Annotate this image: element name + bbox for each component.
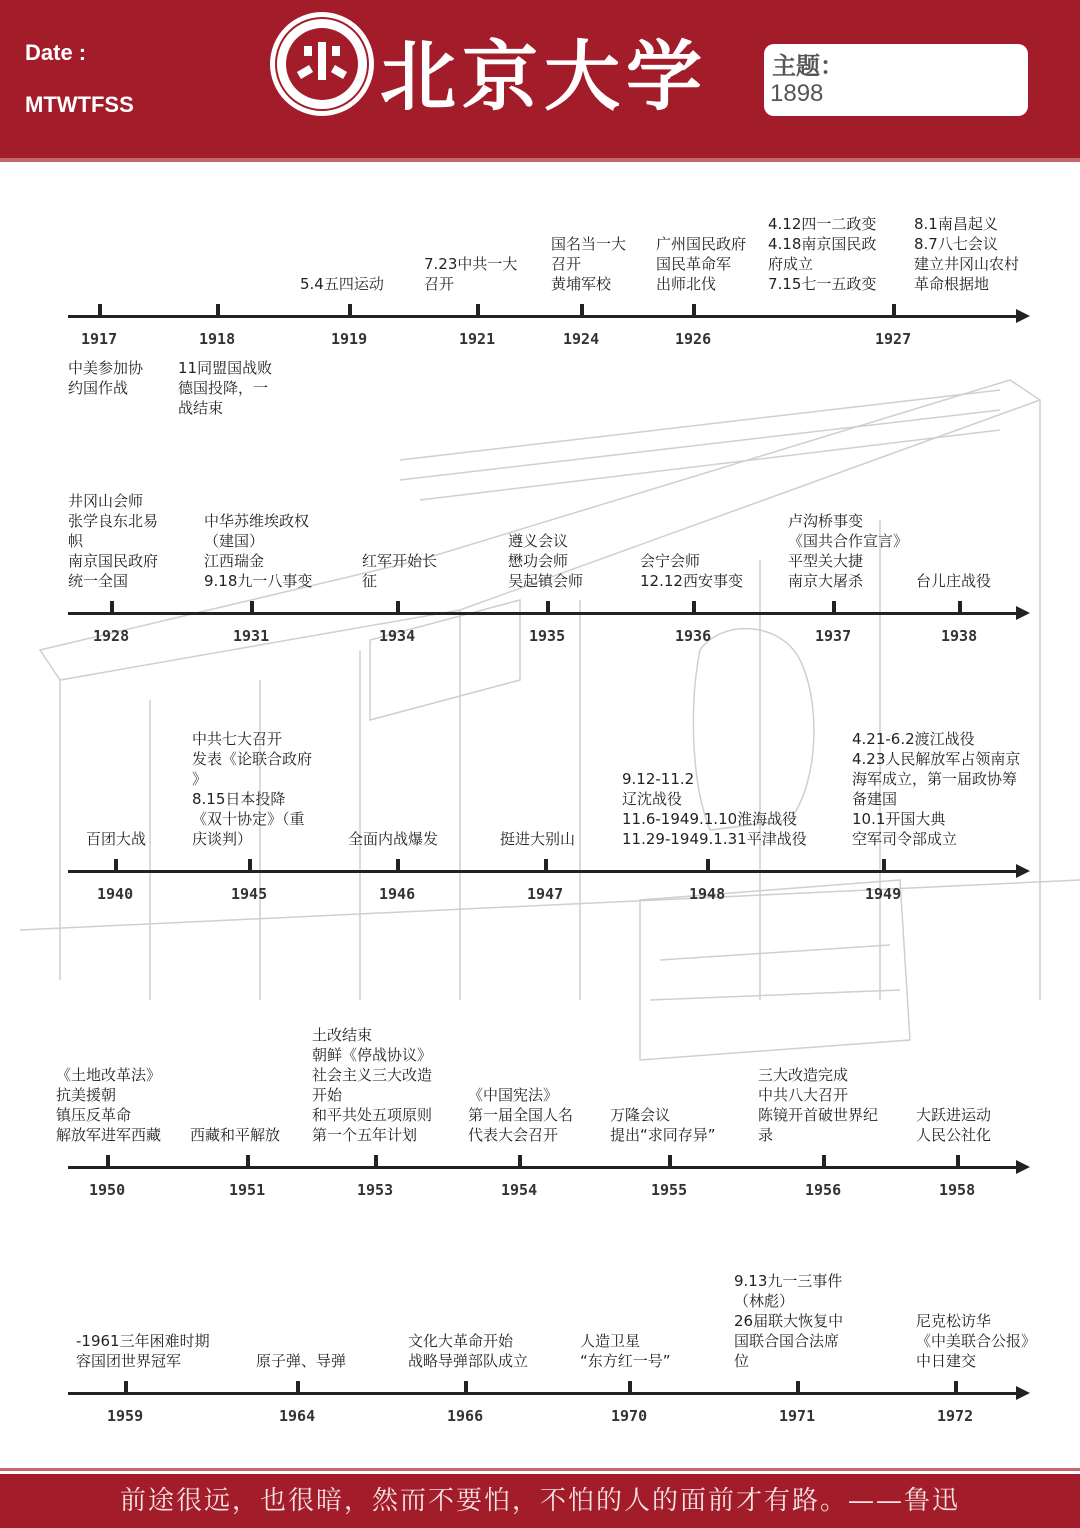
timeline-tick — [374, 1155, 378, 1169]
year-label: 1940 — [97, 885, 134, 903]
timeline-tick — [248, 859, 252, 873]
timeline-tick — [518, 1155, 522, 1169]
timeline-tick — [296, 1381, 300, 1395]
year-label: 1950 — [89, 1181, 126, 1199]
event-note: 国名当一大 召开 黄埔军校 — [551, 235, 627, 293]
timeline-tick — [106, 1155, 110, 1169]
footer-divider — [0, 1468, 1080, 1471]
year-label: 1955 — [651, 1181, 688, 1199]
year-label: 1926 — [675, 330, 712, 348]
year-label: 1948 — [689, 885, 726, 903]
year-label: 1970 — [611, 1407, 648, 1425]
event-note: 土改结束 朝鲜《停战协议》 社会主义三大改造 开始 和平共处五项原则 第一个五年计划 — [312, 1026, 433, 1144]
axis-arrow-icon — [1016, 1160, 1030, 1174]
year-label: 1921 — [459, 330, 496, 348]
event-note: 遵义会议 懋功会师 吴起镇会师 — [508, 532, 584, 590]
event-note: 8.1南昌起义 8.7八七会议 建立井冈山农村 革命根据地 — [914, 215, 1020, 293]
date-label: Date : — [25, 40, 87, 65]
timeline-axis — [68, 870, 1018, 873]
timeline-axis — [68, 315, 1018, 318]
year-label: 1972 — [937, 1407, 974, 1425]
timeline-tick — [124, 1381, 128, 1395]
event-note: 原子弹、导弹 — [256, 1352, 347, 1370]
timeline-tick — [580, 304, 584, 318]
year-label: 1966 — [447, 1407, 484, 1425]
year-label: 1936 — [675, 627, 712, 645]
weekday-label: MTWTFSS — [25, 92, 134, 117]
year-label: 1927 — [875, 330, 912, 348]
timeline-tick — [628, 1381, 632, 1395]
timeline-tick — [348, 304, 352, 318]
event-note: 会宁会师 12.12西安事变 — [640, 552, 743, 590]
event-note: 中共七大召开 发表《论联合政府 》 8.15日本投降 《双十协定》（重 庆谈判） — [192, 730, 313, 848]
timeline-tick — [110, 601, 114, 615]
timeline-tick — [796, 1381, 800, 1395]
timeline-tick — [464, 1381, 468, 1395]
event-note: 井冈山会师 张学良东北易 帜 南京国民政府 统一全国 — [68, 492, 159, 590]
event-note: 挺进大别山 — [500, 830, 576, 848]
timeline-tick — [98, 304, 102, 318]
timeline-tick — [476, 304, 480, 318]
timeline-tick — [832, 601, 836, 615]
timeline-tick — [396, 859, 400, 873]
axis-arrow-icon — [1016, 606, 1030, 620]
event-note: 《中国宪法》 第一届全国人名 代表大会召开 — [468, 1086, 574, 1144]
timeline-axis — [68, 1166, 1018, 1169]
event-note: 全面内战爆发 — [348, 830, 439, 848]
timeline-tick — [882, 859, 886, 873]
event-note: 5.4五四运动 — [300, 275, 384, 293]
year-label: 1917 — [81, 330, 118, 348]
timeline-axis — [68, 1392, 1018, 1395]
event-note: 台儿庄战役 — [916, 572, 992, 590]
event-note: 《土地改革法》 抗美援朝 镇压反革命 解放军进军西藏 — [56, 1066, 162, 1144]
timeline-tick — [692, 304, 696, 318]
axis-arrow-icon — [1016, 309, 1030, 323]
event-note: 西藏和平解放 — [190, 1126, 281, 1144]
year-label: 1951 — [229, 1181, 266, 1199]
timeline-tick — [954, 1381, 958, 1395]
event-note: 大跃进运动 人民公社化 — [916, 1106, 992, 1144]
timeline-tick — [246, 1155, 250, 1169]
year-label: 1924 — [563, 330, 600, 348]
timeline-tick — [956, 1155, 960, 1169]
theme-value: 1898 — [770, 80, 824, 107]
timeline-tick — [822, 1155, 826, 1169]
year-label: 1958 — [939, 1181, 976, 1199]
theme-label: 主题： — [772, 52, 844, 80]
event-note: 广州国民政府 国民革命军 出师北伐 — [656, 235, 747, 293]
axis-arrow-icon — [1016, 864, 1030, 878]
event-note: 中美参加协 约国作战 — [68, 359, 144, 397]
year-label: 1959 — [107, 1407, 144, 1425]
timeline-tick — [706, 859, 710, 873]
year-label: 1947 — [527, 885, 564, 903]
year-label: 1956 — [805, 1181, 842, 1199]
timeline-tick — [216, 304, 220, 318]
year-label: 1934 — [379, 627, 416, 645]
university-name: 北京大学 — [380, 32, 708, 121]
year-label: 1928 — [93, 627, 130, 645]
event-note: 尼克松访华 《中美联合公报》 中日建交 — [916, 1312, 1037, 1370]
year-label: 1935 — [529, 627, 566, 645]
event-note: -1961三年困难时期 容国团世界冠军 — [76, 1332, 210, 1370]
timeline-axis — [68, 612, 1018, 615]
event-note: 文化大革命开始 战略导弹部队成立 — [408, 1332, 529, 1370]
year-label: 1949 — [865, 885, 902, 903]
year-label: 1931 — [233, 627, 270, 645]
event-note: 红军开始长 征 — [362, 552, 438, 590]
event-note: 三大改造完成 中共八大召开 陈镜开首破世界纪 录 — [758, 1066, 879, 1144]
timeline-tick — [250, 601, 254, 615]
timeline-tick — [114, 859, 118, 873]
event-note: 9.12-11.2 辽沈战役 11.6-1949.1.10淮海战役 11.29-1949.1.31平津战役 — [622, 770, 807, 848]
event-note: 万隆会议 提出“求同存异” — [610, 1106, 716, 1144]
timeline-tick — [892, 304, 896, 318]
footer-quote: 前途很远，也很暗，然而不要怕，不怕的人的面前才有路。——鲁迅 — [119, 1486, 960, 1516]
timeline-tick — [668, 1155, 672, 1169]
event-note: 卢沟桥事变 《国共合作宣言》 平型关大捷 南京大屠杀 — [788, 512, 909, 590]
year-label: 1945 — [231, 885, 268, 903]
year-label: 1919 — [331, 330, 368, 348]
year-label: 1938 — [941, 627, 978, 645]
timeline-tick — [692, 601, 696, 615]
timeline-tick — [546, 601, 550, 615]
axis-arrow-icon — [1016, 1386, 1030, 1400]
timeline-tick — [544, 859, 548, 873]
event-note: 中华苏维埃政权 （建国） 江西瑞金 9.18九一八事变 — [204, 512, 313, 590]
year-label: 1971 — [779, 1407, 816, 1425]
year-label: 1954 — [501, 1181, 538, 1199]
event-note: 4.12四一二政变 4.18南京国民政 府成立 7.15七一五政变 — [768, 215, 877, 293]
timeline-tick — [396, 601, 400, 615]
year-label: 1918 — [199, 330, 236, 348]
event-note: 4.21-6.2渡江战役 4.23人民解放军占领南京 海军成立，第一届政协筹 备建国 10.1开国大典 空军司令部成立 — [852, 730, 1021, 848]
event-note: 11同盟国战败 德国投降，一 战结束 — [178, 359, 273, 417]
event-note: 7.23中共一大 召开 — [424, 255, 518, 293]
event-note: 9.13九一三事件 （林彪） 26届联大恢复中 国联合国合法席 位 — [734, 1272, 844, 1370]
year-label: 1946 — [379, 885, 416, 903]
event-note: 人造卫星 “东方红一号” — [580, 1332, 671, 1370]
event-note: 百团大战 — [86, 830, 147, 848]
year-label: 1937 — [815, 627, 852, 645]
year-label: 1964 — [279, 1407, 316, 1425]
timeline-tick — [958, 601, 962, 615]
year-label: 1953 — [357, 1181, 394, 1199]
